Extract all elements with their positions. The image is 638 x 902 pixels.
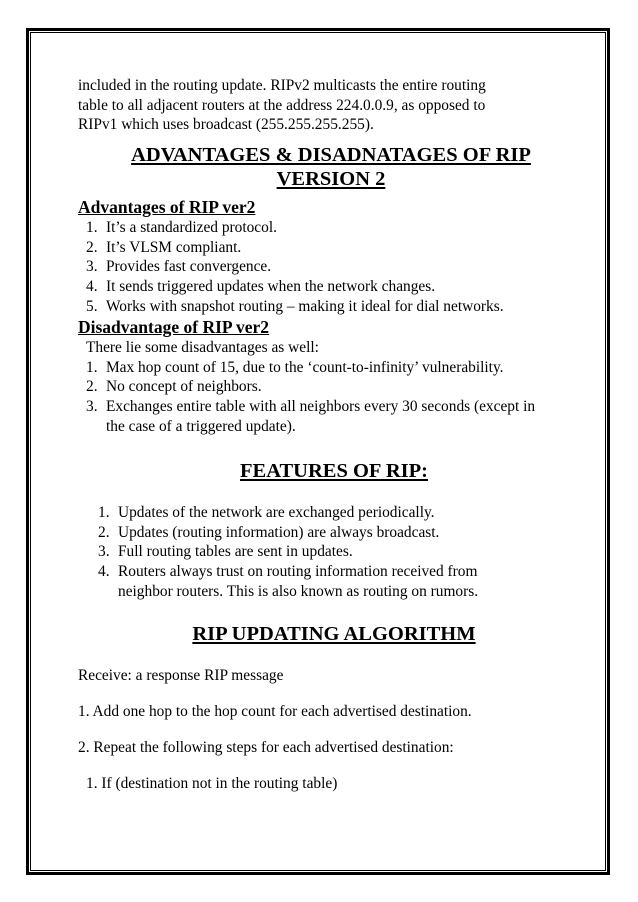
intro-line-3: RIPv1 which uses broadcast (255.255.255.255). [78, 116, 374, 134]
algorithm-step-1: 1. Add one hop to the hop count for each advertised destination. [78, 702, 472, 720]
list-item [78, 218, 578, 238]
algorithm-title: RIP UPDATING ALGORITHM [192, 622, 476, 645]
disadvantages-heading: Disadvantage of RIP ver2 [78, 316, 270, 337]
list-text: Works with snapshot routing – making it ideal for dial networks. [106, 297, 504, 315]
list-item [78, 377, 578, 397]
list-item [78, 277, 578, 297]
algorithm-step-2-1: 1. If (destination not in the routing table) [86, 774, 338, 792]
list-item [78, 562, 578, 602]
list-number: 1. [86, 218, 98, 236]
list-item [78, 358, 578, 378]
list-text: Exchanges entire table with all neighbors every 30 seconds (except in the case of a triggered update). [106, 398, 536, 435]
list-text: Full routing tables are sent in updates. [118, 543, 353, 561]
list-item [78, 238, 578, 258]
list-text: Updates of the network are exchanged periodically. [118, 503, 435, 521]
adv-disadv-title [78, 143, 578, 191]
intro-line-1: included in the routing update. RIPv2 multicasts the entire routing [78, 77, 486, 94]
list-number: 2. [98, 523, 110, 541]
algorithm-receive: Receive: a response RIP message [78, 666, 284, 684]
list-number: 4. [98, 563, 110, 581]
list-item [78, 523, 578, 543]
intro-line-2: table to all adjacent routers at the address 224.0.0.9, as opposed to [78, 96, 486, 114]
list-text: Provides fast convergence. [106, 258, 272, 276]
list-number: 3. [98, 543, 110, 561]
list-number: 5. [86, 297, 98, 315]
list-number: 2. [86, 238, 98, 256]
document-body [78, 76, 578, 794]
list-number: 2. [86, 378, 98, 396]
list-number: 1. [98, 503, 110, 521]
list-text: It sends triggered updates when the network changes. [106, 278, 436, 296]
adv-disadv-title-line-2: VERSION 2 [276, 167, 386, 190]
disadvantages-intro: There lie some disadvantages as well: [86, 338, 319, 356]
list-text: No concept of neighbors. [106, 378, 262, 396]
list-number: 1. [86, 358, 98, 376]
list-item [78, 397, 578, 437]
list-item [78, 503, 578, 523]
list-text: Routers always trust on routing information received from neighbor routers. This is also known as routing on rumors. [118, 563, 479, 600]
list-item [78, 542, 578, 562]
list-text: Updates (routing information) are always broadcast. [118, 523, 440, 541]
list-text: It’s a standardized protocol. [106, 218, 277, 236]
list-number: 3. [86, 258, 98, 276]
list-number: 3. [86, 398, 98, 416]
list-item [78, 257, 578, 277]
list-number: 4. [86, 278, 98, 296]
algorithm-step-2: 2. Repeat the following steps for each advertised destination: [78, 738, 454, 756]
list-item [78, 297, 578, 317]
list-text: It’s VLSM compliant. [106, 238, 242, 256]
features-title: FEATURES OF RIP: [240, 459, 428, 482]
advantages-list [78, 218, 578, 317]
intro-paragraph [78, 76, 578, 135]
list-text: Max hop count of 15, due to the ‘count-to-infinity’ vulnerability. [106, 358, 504, 376]
features-list [78, 503, 578, 602]
disadvantages-list [78, 358, 578, 437]
advantages-heading: Advantages of RIP ver2 [78, 196, 256, 217]
adv-disadv-title-line-1: ADVANTAGES & DISADNATAGES OF RIP [131, 143, 531, 166]
